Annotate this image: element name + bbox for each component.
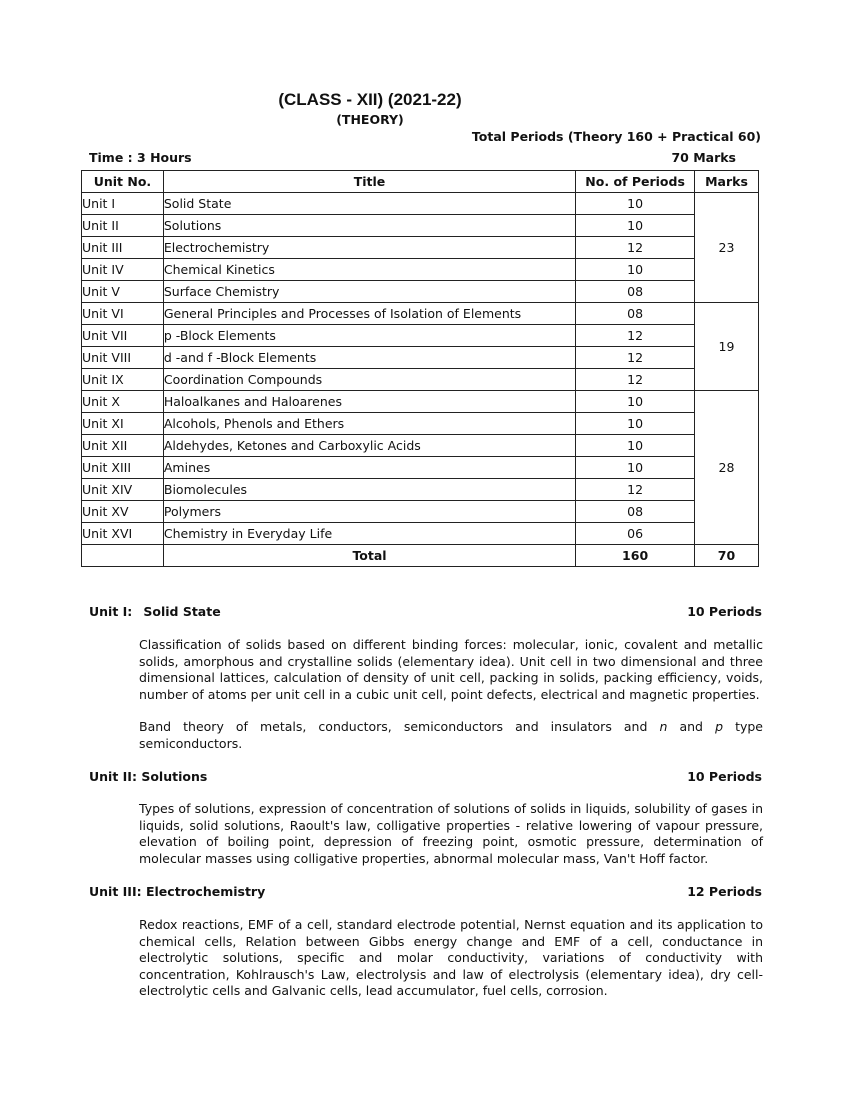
table-row bbox=[82, 259, 759, 281]
title-cell: Coordination Compounds bbox=[163, 369, 575, 391]
title-cell: Polymers bbox=[163, 501, 575, 523]
periods-cell: 10 bbox=[576, 259, 695, 281]
total-marks-cell: 70 bbox=[695, 545, 759, 567]
syllabus-table bbox=[81, 170, 759, 567]
section-unit-name: Solutions bbox=[141, 769, 208, 784]
total-periods: 160 bbox=[576, 545, 695, 567]
unit-cell: Unit V bbox=[82, 281, 164, 303]
unit-cell: Unit XII bbox=[82, 435, 164, 457]
table-row bbox=[82, 281, 759, 303]
title-cell: p -Block Elements bbox=[163, 325, 575, 347]
periods-cell: 12 bbox=[576, 369, 695, 391]
section-heading-unit-1 bbox=[89, 604, 762, 619]
title-cell: General Principles and Processes of Isolation of Elements bbox=[163, 303, 575, 325]
table-row bbox=[82, 435, 759, 457]
unit-cell: Unit IV bbox=[82, 259, 164, 281]
unit-cell: Unit VIII bbox=[82, 347, 164, 369]
title-cell: Solutions bbox=[163, 215, 575, 237]
periods-cell: 12 bbox=[576, 479, 695, 501]
section-paragraph: Redox reactions, EMF of a cell, standard electrode potential, Nernst equation and its application to chemical cells, Relation between Gibbs energy change and EMF of a cell, conductance in electrolytic solutions, specific and molar conductivity, variations of conductivity with concentration, Kohlrausch's Law, electrolysis and law of electrolysis (elementary idea), dry cell-electrolytic cells and Galvanic cells, lead accumulator, fuel cells, corrosion. bbox=[139, 917, 763, 998]
title-cell: Amines bbox=[163, 457, 575, 479]
section-unit-label: Unit III: bbox=[89, 884, 142, 899]
unit-cell: Unit VI bbox=[82, 303, 164, 325]
total-row bbox=[82, 545, 759, 567]
periods-cell: 10 bbox=[576, 193, 695, 215]
periods-cell: 10 bbox=[576, 457, 695, 479]
title-cell: d -and f -Block Elements bbox=[163, 347, 575, 369]
title-cell: Haloalkanes and Haloarenes bbox=[163, 391, 575, 413]
section-heading-unit-3 bbox=[89, 884, 762, 899]
title-cell: Solid State bbox=[163, 193, 575, 215]
periods-cell: 10 bbox=[576, 215, 695, 237]
table-row bbox=[82, 479, 759, 501]
periods-cell: 10 bbox=[576, 391, 695, 413]
table-row bbox=[82, 193, 759, 215]
unit-cell: Unit II bbox=[82, 215, 164, 237]
total-marks: 70 Marks bbox=[671, 150, 736, 165]
table-row bbox=[82, 413, 759, 435]
table-row bbox=[82, 215, 759, 237]
periods-cell: 12 bbox=[576, 325, 695, 347]
marks-group-cell: 19 bbox=[695, 303, 759, 391]
unit-cell: Unit VII bbox=[82, 325, 164, 347]
section-paragraph: Classification of solids based on different binding forces: molecular, ionic, covalent and metallic solids, amorphous and crystalline solids (elementary idea). Unit cell in two dimensional and three dimensional lattices, calculation of density of unit cell, packing in solids, packing efficiency, voids, number of atoms per unit cell in a cubic unit cell, point defects, electrical and magnetic properties. bbox=[139, 637, 763, 702]
section-periods: 10 Periods bbox=[687, 769, 762, 784]
unit-cell: Unit X bbox=[82, 391, 164, 413]
total-periods-note: Total Periods (Theory 160 + Practical 60) bbox=[471, 129, 761, 144]
section-unit-name: Electrochemistry bbox=[145, 884, 266, 899]
section-unit-name: Solid State bbox=[143, 604, 221, 619]
title-cell: Aldehydes, Ketones and Carboxylic Acids bbox=[163, 435, 575, 457]
exam-time: Time : 3 Hours bbox=[89, 150, 192, 165]
periods-cell: 08 bbox=[576, 303, 695, 325]
column-header-unit: Unit No. bbox=[82, 171, 164, 193]
column-header-marks: Marks bbox=[695, 171, 759, 193]
unit-cell: Unit III bbox=[82, 237, 164, 259]
table-row bbox=[82, 457, 759, 479]
table-row bbox=[82, 303, 759, 325]
table-row bbox=[82, 325, 759, 347]
unit-cell: Unit XI bbox=[82, 413, 164, 435]
table-row bbox=[82, 347, 759, 369]
section-heading-unit-2 bbox=[89, 769, 762, 784]
periods-cell: 10 bbox=[576, 413, 695, 435]
section-paragraph: Band theory of metals, conductors, semiconductors and insulators and n and p type semiconductors. bbox=[139, 719, 763, 751]
unit-cell: Unit IX bbox=[82, 369, 164, 391]
table-row bbox=[82, 523, 759, 545]
column-header-periods: No. of Periods bbox=[576, 171, 695, 193]
title-cell: Chemical Kinetics bbox=[163, 259, 575, 281]
section-unit-label: Unit I: bbox=[89, 604, 133, 619]
unit-cell: Unit XVI bbox=[82, 523, 164, 545]
table-row bbox=[82, 501, 759, 523]
column-header-title: Title bbox=[163, 171, 575, 193]
periods-cell: 08 bbox=[576, 281, 695, 303]
title-cell: Biomolecules bbox=[163, 479, 575, 501]
unit-cell: Unit XV bbox=[82, 501, 164, 523]
periods-cell: 06 bbox=[576, 523, 695, 545]
title-cell: Surface Chemistry bbox=[163, 281, 575, 303]
unit-cell: Unit I bbox=[82, 193, 164, 215]
unit-cell: Unit XIII bbox=[82, 457, 164, 479]
page-title: (CLASS - XII) (2021-22) bbox=[278, 90, 462, 109]
table-row bbox=[82, 369, 759, 391]
total-empty-cell bbox=[82, 545, 164, 567]
section-paragraph: Types of solutions, expression of concentration of solutions of solids in liquids, solubility of gases in liquids, solid solutions, Raoult's law, colligative properties - relative lowering of vapour pressure, elevation of boiling point, depression of freezing point, osmotic pressure, determination of molecular masses using colligative properties, abnormal molecular mass, Van't Hoff factor. bbox=[139, 801, 763, 866]
table-header-row bbox=[82, 171, 759, 193]
title-cell: Chemistry in Everyday Life bbox=[163, 523, 575, 545]
section-periods: 10 Periods bbox=[687, 604, 762, 619]
marks-group-cell: 28 bbox=[695, 391, 759, 545]
periods-cell: 12 bbox=[576, 347, 695, 369]
section-periods: 12 Periods bbox=[687, 884, 762, 899]
table-row bbox=[82, 237, 759, 259]
table-row bbox=[82, 391, 759, 413]
unit-cell: Unit XIV bbox=[82, 479, 164, 501]
marks-group-cell: 23 bbox=[695, 193, 759, 303]
periods-cell: 08 bbox=[576, 501, 695, 523]
total-label: Total bbox=[163, 545, 575, 567]
periods-cell: 10 bbox=[576, 435, 695, 457]
section-unit-label: Unit II: bbox=[89, 769, 137, 784]
page-subtitle: (THEORY) bbox=[336, 112, 404, 127]
periods-cell: 12 bbox=[576, 237, 695, 259]
title-cell: Alcohols, Phenols and Ethers bbox=[163, 413, 575, 435]
title-cell: Electrochemistry bbox=[163, 237, 575, 259]
